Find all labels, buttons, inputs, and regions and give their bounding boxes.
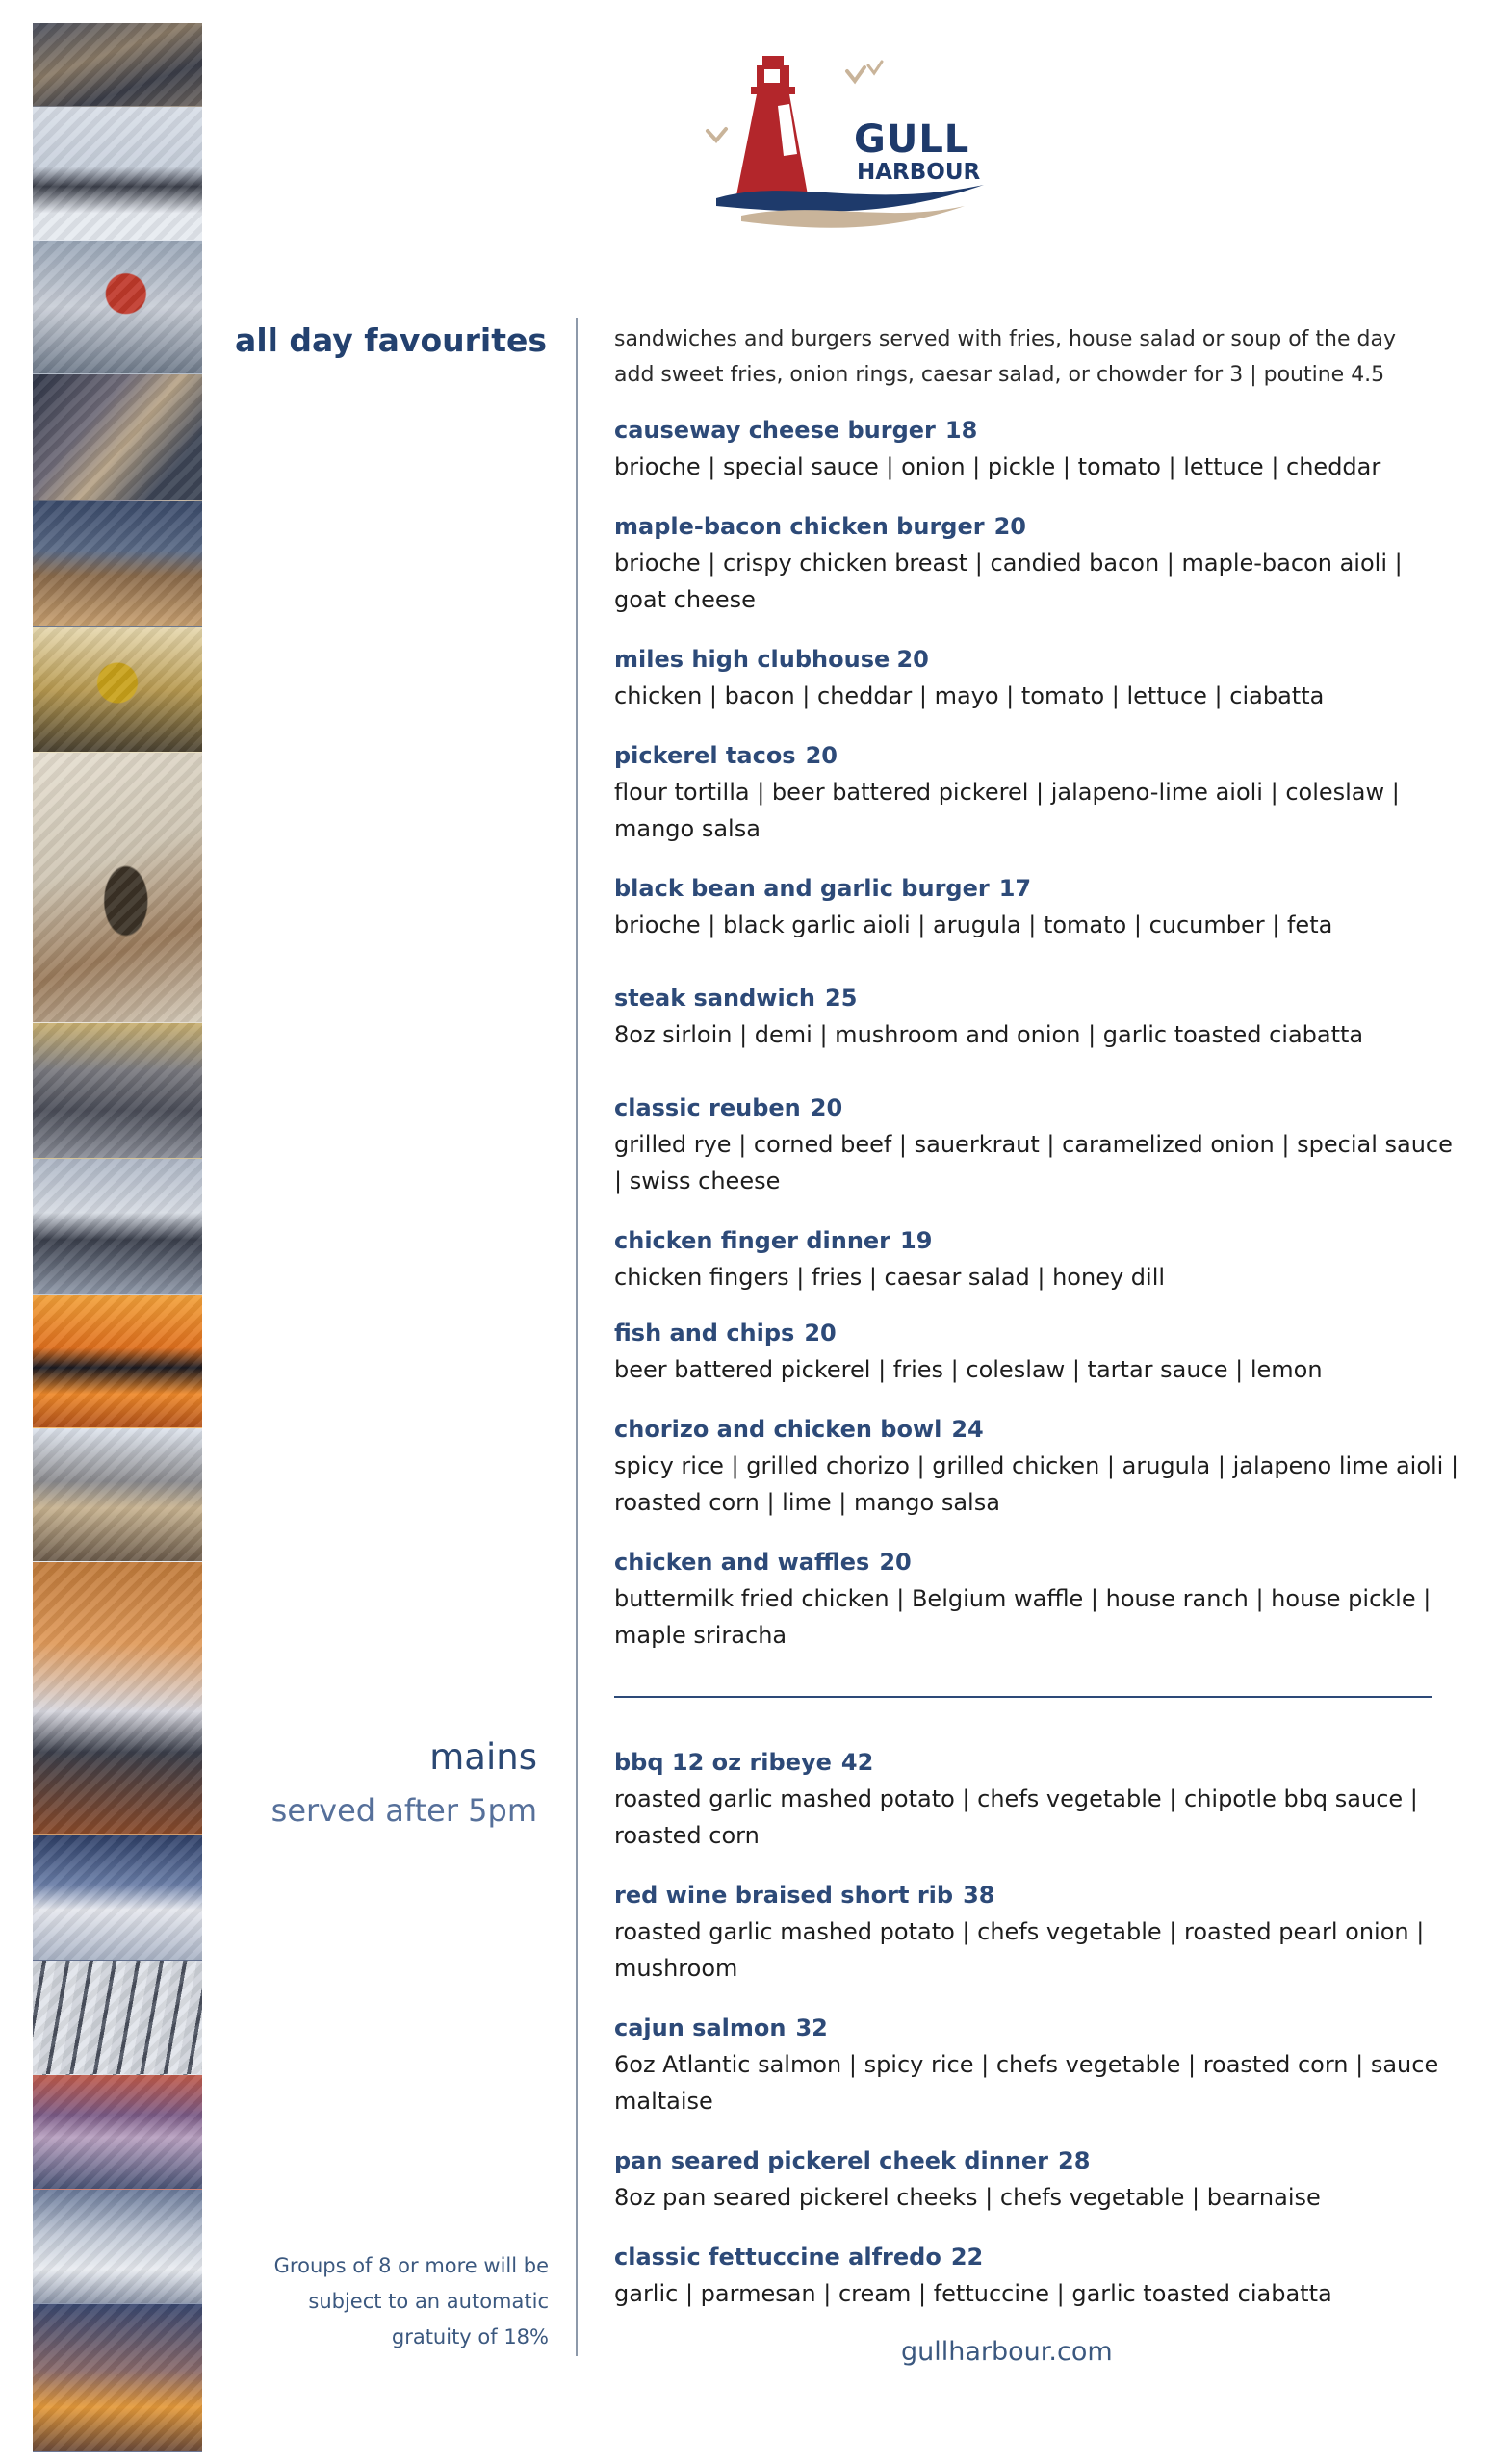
menu-item-price: 20	[804, 1320, 837, 1347]
menu-item-name: miles high clubhouse	[614, 646, 890, 673]
menu-item	[614, 412, 1461, 485]
menu-item-name: chicken and waffles	[614, 1549, 870, 1576]
menu-item-price: 25	[825, 985, 858, 1012]
menu-item-price: 28	[1058, 2147, 1091, 2174]
menu-item	[614, 1544, 1461, 1654]
photo-tile-rocks	[33, 374, 202, 500]
menu-item-price: 38	[963, 1882, 995, 1909]
logo-text-harbour: HARBOUR	[857, 160, 981, 185]
gratuity-note: Groups of 8 or more will be subject to an automatic gratuity of 18%	[273, 2254, 549, 2348]
menu-item-title	[614, 412, 1461, 449]
menu-item-title	[614, 1544, 1461, 1580]
menu-item-title	[614, 2143, 1461, 2179]
all-day-intro	[614, 321, 1461, 393]
menu-item	[614, 1315, 1461, 1388]
photo-tile-sunset	[33, 1295, 202, 1428]
menu-item-price: 20	[993, 513, 1026, 540]
gull-harbour-logo	[703, 46, 1011, 239]
menu-item-desc: 8oz pan seared pickerel cheeks | chefs vegetable | bearnaise	[614, 2184, 1321, 2211]
section-title-mains: mains	[429, 1736, 537, 1778]
photo-tile-lighthouse	[33, 2304, 202, 2452]
menu-item-name: pickerel tacos	[614, 742, 796, 769]
photo-tile-deck	[33, 1023, 202, 1159]
menu-item-desc: 8oz sirloin | demi | mushroom and onion | garlic toasted ciabatta	[614, 1021, 1364, 1048]
menu-item-desc: garlic | parmesan | cream | fettuccine | garlic toasted ciabatta	[614, 2280, 1332, 2307]
menu-item-desc: spicy rice | grilled chorizo | grilled chicken | arugula | jalapeno lime aioli | roasted corn | lime | mango salsa	[614, 1452, 1459, 1516]
menu-item-name: causeway cheese burger	[614, 417, 936, 444]
menu-item-title	[614, 2010, 1461, 2046]
menu-item	[614, 508, 1461, 618]
photo-tile-bedroom	[33, 1562, 202, 1835]
menu-item-price: 22	[950, 2244, 984, 2271]
menu-item	[614, 2143, 1461, 2216]
menu-item-name: pan seared pickerel cheek dinner	[614, 2147, 1049, 2174]
section-subtitle-mains: served after 5pm	[271, 1792, 537, 1829]
menu-item-desc: 6oz Atlantic salmon | spicy rice | chefs vegetable | roasted corn | sauce maltaise	[614, 2051, 1439, 2115]
menu-item	[614, 1411, 1461, 1521]
photo-tile-eagle	[33, 753, 202, 1023]
menu-item-name: chicken finger dinner	[614, 1227, 891, 1254]
menu-item-desc: chicken fingers | fries | caesar salad | honey dill	[614, 1264, 1166, 1291]
menu-item-name: classic reuben	[614, 1094, 801, 1121]
photo-tile-atv	[33, 107, 202, 241]
menu-item-title	[614, 870, 1461, 907]
menu-item-title	[614, 980, 1461, 1016]
menu-item-name: chorizo and chicken bowl	[614, 1416, 942, 1443]
menu-item-desc: chicken | bacon | cheddar | mayo | tomato | lettuce | ciabatta	[614, 682, 1325, 709]
menu-item	[614, 1744, 1461, 1854]
section-divider	[614, 1696, 1432, 1698]
menu-item-price: 20	[805, 742, 838, 769]
photo-tile-snowmobile	[33, 627, 202, 753]
menu-item-name: cajun salmon	[614, 2015, 787, 2041]
intro-line-1: sandwiches and burgers served with fries, house salad or soup of the day	[614, 327, 1396, 351]
menu-item-title	[614, 737, 1461, 774]
menu-item-price: 42	[840, 1749, 874, 1776]
menu-item-title	[614, 508, 1461, 545]
menu-item	[614, 1222, 1461, 1296]
menu-item-price: 20	[896, 646, 929, 673]
menu-item-title	[614, 2239, 1461, 2275]
menu-item-price: 20	[810, 1094, 843, 1121]
menu-item-price: 18	[944, 417, 978, 444]
menu-item-desc: beer battered pickerel | fries | coleslaw | tartar sauce | lemon	[614, 1356, 1323, 1383]
photo-tile-fisher	[33, 241, 202, 374]
section-title-all-day: all day favourites	[235, 321, 547, 359]
photo-tile-rider	[33, 2190, 202, 2304]
menu-item-title	[614, 1315, 1461, 1351]
menu-item-desc: roasted garlic mashed potato | chefs vegetable | chipotle bbq sauce | roasted corn	[614, 1785, 1418, 1849]
photo-tile-ice-shack	[33, 1835, 202, 1961]
menu-item	[614, 2010, 1461, 2119]
photo-tile-dusk	[33, 2075, 202, 2190]
menu-item	[614, 641, 1461, 714]
menu-item	[614, 1877, 1461, 1987]
menu-item-desc: roasted garlic mashed potato | chefs vegetable | roasted pearl onion | mushroom	[614, 1918, 1425, 1982]
menu-item-title	[614, 1222, 1461, 1259]
menu-item-desc: flour tortilla | beer battered pickerel | jalapeno-lime aioli | coleslaw | mango salsa	[614, 779, 1400, 842]
photo-tile-cliffs	[33, 1428, 202, 1562]
website-link[interactable]: gullharbour.com	[901, 2337, 1113, 2367]
menu-item-title	[614, 1744, 1461, 1781]
menu-item-price: 20	[879, 1549, 912, 1576]
menu-item-desc: grilled rye | corned beef | sauerkraut | caramelized onion | special sauce | swiss cheese	[614, 1131, 1453, 1194]
photo-tile-snow	[33, 1961, 202, 2075]
menu-item	[614, 737, 1461, 847]
menu-item-desc: brioche | special sauce | onion | pickle | tomato | lettuce | cheddar	[614, 453, 1381, 480]
menu-item-desc: brioche | black garlic aioli | arugula | tomato | cucumber | feta	[614, 911, 1333, 938]
photo-tile-cabin	[33, 500, 202, 627]
menu-item-price: 32	[795, 2015, 828, 2041]
menu-item-desc: buttermilk fried chicken | Belgium waffle | house ranch | house pickle | maple sriracha	[614, 1585, 1432, 1649]
intro-line-2: add sweet fries, onion rings, caesar salad, or chowder for 3 | poutine 4.5	[614, 363, 1385, 387]
photo-strip	[33, 23, 202, 2452]
menu-item-name: bbq 12 oz ribeye	[614, 1749, 832, 1776]
menu-item-name: classic fettuccine alfredo	[614, 2244, 941, 2271]
menu-item-price: 24	[951, 1416, 984, 1443]
menu-item-price: 19	[900, 1227, 933, 1254]
logo-text-gull: GULL	[854, 117, 970, 162]
menu-item	[614, 2239, 1461, 2312]
photo-tile-lift	[33, 1159, 202, 1295]
menu-item-title	[614, 1877, 1461, 1913]
menu-item	[614, 1090, 1461, 1199]
menu-item-title	[614, 641, 1461, 678]
menu-item-price: 17	[998, 875, 1032, 902]
menu-item-name: red wine braised short rib	[614, 1882, 954, 1909]
menu-item-title	[614, 1090, 1461, 1126]
menu-item-name: maple-bacon chicken burger	[614, 513, 985, 540]
menu-item-name: fish and chips	[614, 1320, 795, 1347]
menu-item-name: black bean and garlic burger	[614, 875, 990, 902]
menu-item-desc: brioche | crispy chicken breast | candied bacon | maple-bacon aioli | goat cheese	[614, 550, 1403, 613]
vertical-divider	[576, 318, 578, 2356]
menu-item-title	[614, 1411, 1461, 1448]
photo-tile-lynx	[33, 23, 202, 107]
menu-item	[614, 980, 1461, 1053]
menu-item	[614, 870, 1461, 943]
menu-item-name: steak sandwich	[614, 985, 816, 1012]
